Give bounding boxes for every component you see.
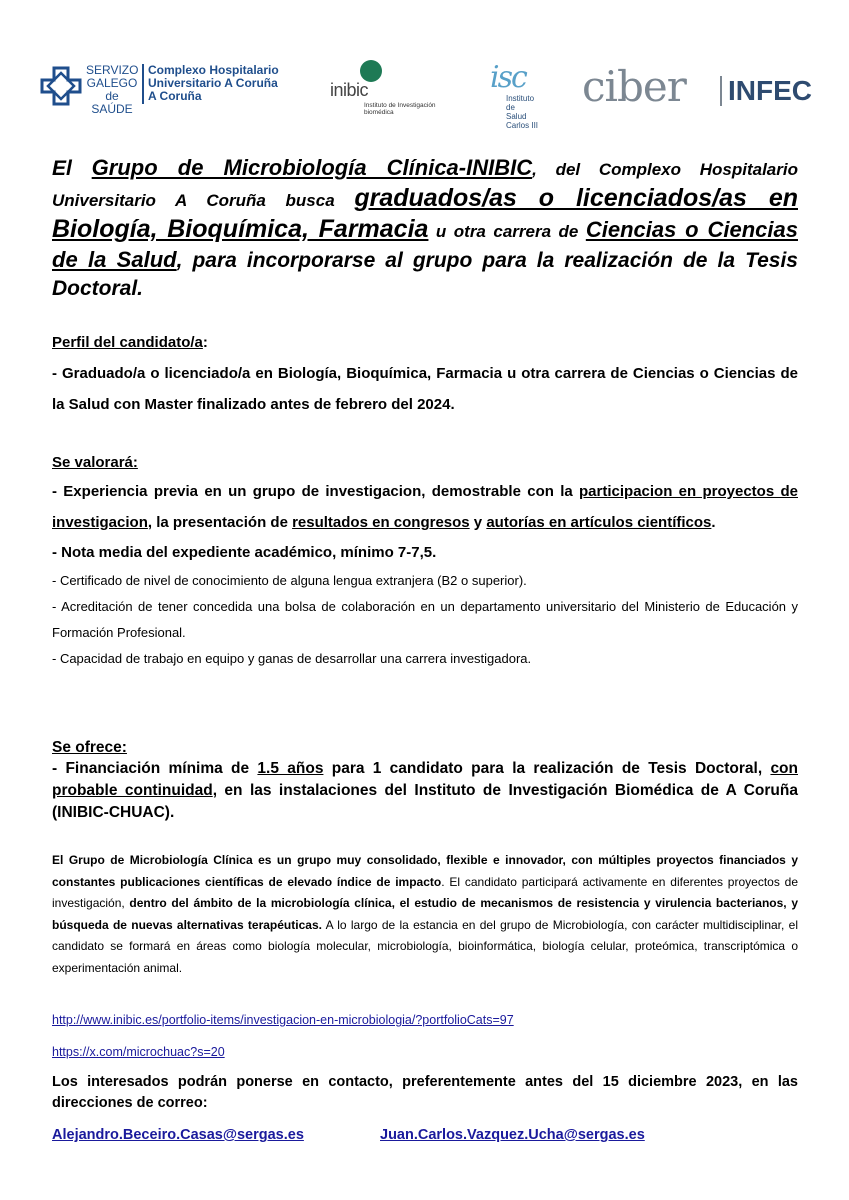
sergas-divider [142,64,144,104]
description-regular-2: A lo largo de la estancia en del grupo de Microbiología, con carácter multidisciplinar, el candidato se formará en áreas como biología molecular, microbiología, bioinformática, biología celular, proteómica, transcriptómica o experimentación animal. [52,917,798,975]
perfil-title: Perfil del candidato/a [52,334,203,351]
email-vazquez-link[interactable]: Juan.Carlos.Vazquez.Ucha@sergas.es [380,1127,645,1143]
exp-part-1: - Experiencia previa en un grupo de investigacion, demostrable con la [52,483,580,500]
isciii-line-1: Instituto [506,94,535,103]
valorara-section [52,452,798,672]
x-link-block [52,1043,798,1061]
description-bold-2: dentro del ámbito de la microbiología clínica, el estudio de mecanismos de resistencia y virulencia bacterianos, y búsqueda de nuevas alternativas terapéuticas. [52,896,798,932]
headline [52,154,798,303]
ciber-infec-logo [582,62,827,114]
exp-projects: participacion en proyectos de investigacion [52,483,798,531]
ofrece-duration: 1.5 años [257,760,324,777]
perfil-item: - Graduado/a o licenciado/a en Biología, Bioquímica, Farmacia u otra carrera de Ciencias o Ciencias de la Salud con Master finalizado antes de febrero del 2024. [52,365,798,413]
perfil-colon: : [202,334,208,351]
complexo-line-1: Complexo Hospitalario [148,63,279,77]
complexo-hospitalario-name [148,64,279,103]
isciii-line-4: Carlos III [506,121,539,130]
description-regular-1: . El candidato participará activamente en diferentes proyectos de investigación, [52,874,798,910]
headline-degrees: graduados/as o licenciados/as en Biología, Bioquímica, Farmacia [52,184,798,243]
ofrece-continuity: con probable continuidad [52,760,798,799]
inibic-wordmark: inibic [330,80,369,100]
description-bold-1: El Grupo de Microbiología Clínica es un grupo muy consolidado, flexible e innovador, con múltiples proyectos financiados y constantes publicaciones científicas de elevado índice de impacto [52,853,798,889]
ofrece-part-2: para 1 candidato para la realización de Tesis Doctoral, [323,760,771,777]
inibic-dot-icon [360,60,382,82]
headline-part-5: u otra carrera de [428,222,586,241]
ofrece-part-1: - Financiación mínima de [52,760,258,777]
valorara-title: Se valorará: [52,454,138,471]
infec-wordmark: INFEC [728,75,812,106]
valorara-experience [52,476,798,538]
ofrece-item [52,758,798,824]
headline-part-7: , para incorporarse al grupo para la realización de la Tesis Doctoral. [52,249,798,300]
exp-articles: autorías en artículos científicos [486,514,712,531]
headline-part-1: El [52,157,92,180]
isciii-line-3: Salud [506,112,527,121]
x-microchuac-link[interactable]: https://x.com/microchuac?s=20 [52,1045,225,1059]
valorara-nota: - Nota media del expediente académico, mínimo 7-7,5. [52,544,437,561]
ofrece-title: Se ofrece: [52,739,127,756]
ciber-divider [720,76,722,106]
complexo-line-2: Universitario A Coruña [148,76,278,90]
sergas-cross-icon [40,66,82,106]
ofrece-section [52,738,798,824]
sergas-line-1: SERVIZO [86,63,139,77]
sergas-service-name [86,64,138,116]
ofrece-part-3: , en las instalaciones del Instituto de Investigación Biomédica de A Coruña (INIBIC-CHUAC). [52,782,798,821]
valorara-item-bolsa: - Acreditación de tener concedida una bolsa de colaboración en un departamento universitario del Ministerio de Educación y Formación Profesional. [52,599,798,640]
perfil-section [52,332,798,420]
inibic-logo [330,60,450,120]
exp-part-2: , la presentación de [147,514,293,531]
valorara-item-teamwork: - Capacidad de trabajo en equipo y ganas de desarrollar una carrera investigadora. [52,651,532,666]
headline-sciences: Ciencias o Ciencias de la Salud [52,217,798,272]
group-description [52,850,798,979]
isciii-line-2: de [506,103,515,112]
isciii-mark-icon: isc [490,60,526,95]
exp-congresses: resultados en congresos [292,514,470,531]
exp-part-3: y [469,514,487,531]
inibic-subtitle: Instituto de Investigación biomédica [364,102,436,116]
ciber-wordmark: ciber [582,62,686,111]
headline-part-3: , del Complexo Hospitalario Universitario A Coruña busca [52,160,798,210]
isciii-subtitle [506,94,566,130]
exp-part-4: . [711,514,716,531]
contact-text: Los interesados podrán ponerse en contacto, preferentemente antes del 15 diciembre 2023, en las direcciones de correo: [52,1074,798,1111]
valorara-item-language: - Certificado de nivel de conocimiento de alguna lengua extranjera (B2 o superior). [52,573,527,588]
sergas-line-3: de SAÚDE [91,89,133,116]
sergas-line-2: GALEGO [86,76,138,90]
email-beceiro-link[interactable]: Alejandro.Beceiro.Casas@sergas.es [52,1127,304,1143]
headline-group-name: Grupo de Microbiología Clínica-INIBIC [91,155,533,180]
isciii-logo [486,60,556,136]
complexo-line-3: A Coruña [148,89,202,103]
sergas-logo [40,60,295,116]
inibic-microbiology-link[interactable]: http://www.inibic.es/portfolio-items/investigacion-en-microbiologia/?portfolioCats=97 [52,1013,514,1027]
links-block [52,1011,798,1029]
